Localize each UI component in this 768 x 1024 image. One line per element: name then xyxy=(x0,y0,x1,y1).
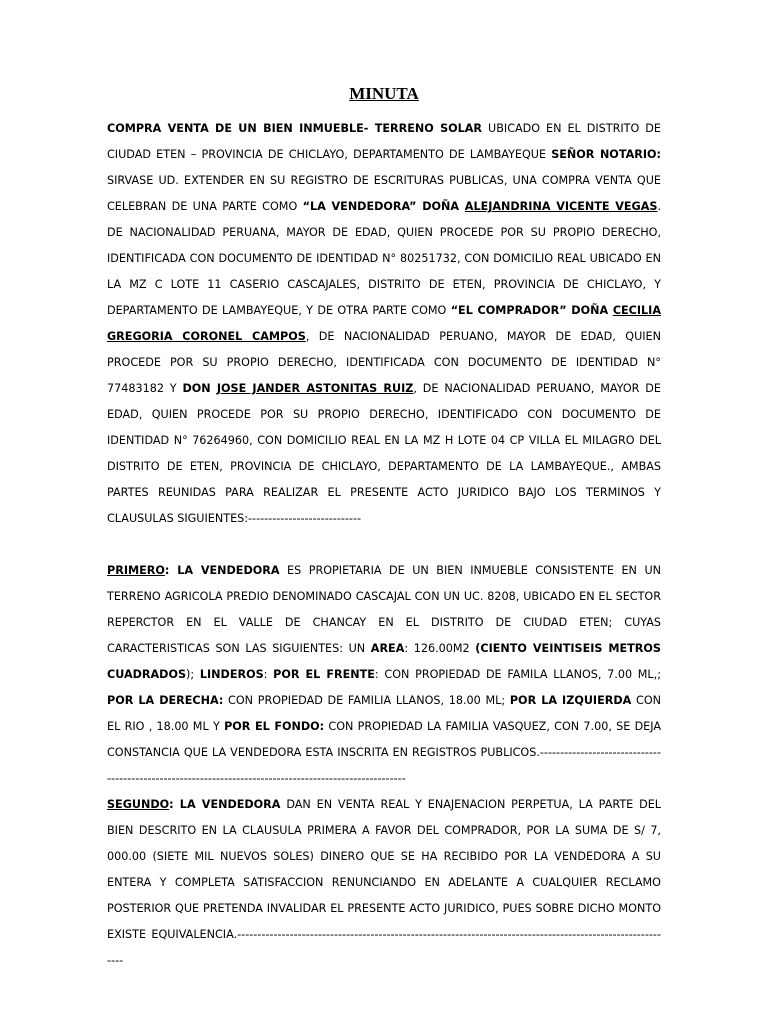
text-run: POR EL FONDO: xyxy=(224,720,325,733)
clause-segundo xyxy=(107,792,661,974)
clause-heading: PRIMERO xyxy=(107,564,165,577)
text-run: ES PROPIETARIA DE UN BIEN INMUEBLE CONSISTENTE EN UN TERRENO AGRICOLA PREDIO DENOMINADO CASCAJAL CON UN UC. 8208, UBICADO EN EL SECTOR REPERCTOR EN EL VALLE DE CHANCAY EN EL DISTRITO DE CIUDAD ETEN; CUYAS CARACTERISTICAS SON LAS SIGUIENTES: UN xyxy=(107,564,661,655)
intro-paragraph xyxy=(107,116,661,532)
text-run: SIRVASE UD. EXTENDER EN SU REGISTRO DE ESCRITURAS PUBLICAS, UNA COMPRA VENTA QUE CELEBRAN DE UNA PARTE COMO xyxy=(107,174,661,213)
text-run: CON PROPIEDAD DE FAMILIA LLANOS, 18.00 ML; xyxy=(223,694,510,707)
text-run: : 126.00M2 xyxy=(404,642,476,655)
text-run: : LA VENDEDORA xyxy=(164,564,280,577)
text-run: ); xyxy=(186,668,200,681)
text-run: . DE NACIONALIDAD PERUANA, MAYOR DE EDAD, QUIEN PROCEDE POR SU PROPIO DERECHO, IDENTIFICADA CON DOCUMENTO DE IDENTIDAD N° 80251732, CON DOMICILIO REAL UBICADO EN LA MZ C LOTE 11 CASERIO CASCAJALES, DISTRITO DE ETEN, PROVINCIA DE CHICLAYO, Y DEPARTAMENTO DE LAMBAYEQUE, Y DE OTRA PARTE COMO xyxy=(107,200,661,317)
text-run: LINDEROS xyxy=(199,668,264,681)
text-run: , DE NACIONALIDAD PERUANO, MAYOR DE EDAD, QUIEN PROCEDE POR SU PROPIO DERECHO, IDENTIFICADO CON DOCUMENTO DE IDENTIDAD N° 76264960, CON DOMICILIO REAL EN LA MZ H LOTE 04 CP VILLA EL MILAGRO DEL DISTRITO DE ETEN, PROVINCIA DE CHICLAYO, DEPARTAMENTO DE LA LAMBAYEQUE., AMBAS PARTES REUNIDAS PARA REALIZAR EL PRESENTE ACTO JURIDICO BAJO LOS TERMINOS Y CLAUSULAS SIGUIENTES:---------------------------- xyxy=(107,382,661,525)
text-run: DAN EN VENTA REAL Y ENAJENACION PERPETUA, LA PARTE DEL BIEN DESCRITO EN LA CLAUSULA PRIMERA A FAVOR DEL COMPRADOR, POR LA SUMA DE S/ 7, 000.00 (SIETE MIL NUEVOS SOLES) DINERO QUE SE HA RECIBIDO POR LA VENDEDORA A SU ENTERA Y COMPLETA SATISFACCION RENUNCIANDO EN ADELANTE A CUALQUIER RECLAMO POSTERIOR QUE PRETENDA INVALIDAR EL PRESENTE ACTO JURIDICO, PUES SOBRE DICHO MONTO EXISTE EQUIVALENCIA.------------------------------------------------------------------------------------------------------------- xyxy=(107,798,661,967)
text-run: UBICADO EN EL DISTRITO DE CIUDAD ETEN – PROVINCIA DE CHICLAYO, DEPARTAMENTO DE LAMBAYEQUE xyxy=(107,122,661,161)
buyer-name-2: JOSE JANDER ASTONITAS RUIZ xyxy=(216,382,414,395)
text-run: : xyxy=(263,668,274,681)
text-run: POR EL FRENTE xyxy=(273,668,375,681)
buyer-name: CECILIA GREGORIA CORONEL CAMPOS xyxy=(107,304,661,343)
text-run: COMPRA VENTA DE UN BIEN INMUEBLE- TERRENO SOLAR xyxy=(107,122,483,135)
document-title: MINUTA xyxy=(349,84,419,103)
text-run: POR LA DERECHA: xyxy=(107,694,224,707)
text-run: : LA VENDEDORA xyxy=(169,798,281,811)
text-run: AREA xyxy=(370,642,405,655)
document-body xyxy=(107,116,661,974)
text-run: , DE NACIONALIDAD PERUANO, MAYOR DE EDAD, QUIEN PROCEDE POR SU PROPIO DERECHO, IDENTIFICADA CON DOCUMENTO DE IDENTIDAD N° 77483182 Y xyxy=(107,330,661,395)
text-run: “LA VENDEDORA” DOÑA xyxy=(302,200,465,213)
text-run: DON xyxy=(182,382,217,395)
text-run: SEÑOR NOTARIO: xyxy=(551,148,661,161)
text-run: “EL COMPRADOR” DOÑA xyxy=(450,304,613,317)
text-run: CON EL RIO , 18.00 ML Y xyxy=(107,694,661,733)
text-run: CON PROPIEDAD LA FAMILIA VASQUEZ, CON 7.00, SE DEJA CONSTANCIA QUE LA VENDEDORA ESTA INSCRITA EN REGISTROS PUBLICOS.-------------------------------------------------------------------------------------------------------- xyxy=(107,720,662,785)
seller-name: ALEJANDRINA VICENTE VEGAS xyxy=(464,200,658,213)
clause-primero xyxy=(107,558,661,792)
clause-heading: SEGUNDO xyxy=(107,798,170,811)
text-run: (CIENTO VEINTISEIS METROS CUADRADOS xyxy=(107,642,661,681)
text-run: : CON PROPIEDAD DE FAMILA LLANOS, 7.00 ML,; xyxy=(374,668,661,681)
text-run: POR LA IZQUIERDA xyxy=(509,694,632,707)
